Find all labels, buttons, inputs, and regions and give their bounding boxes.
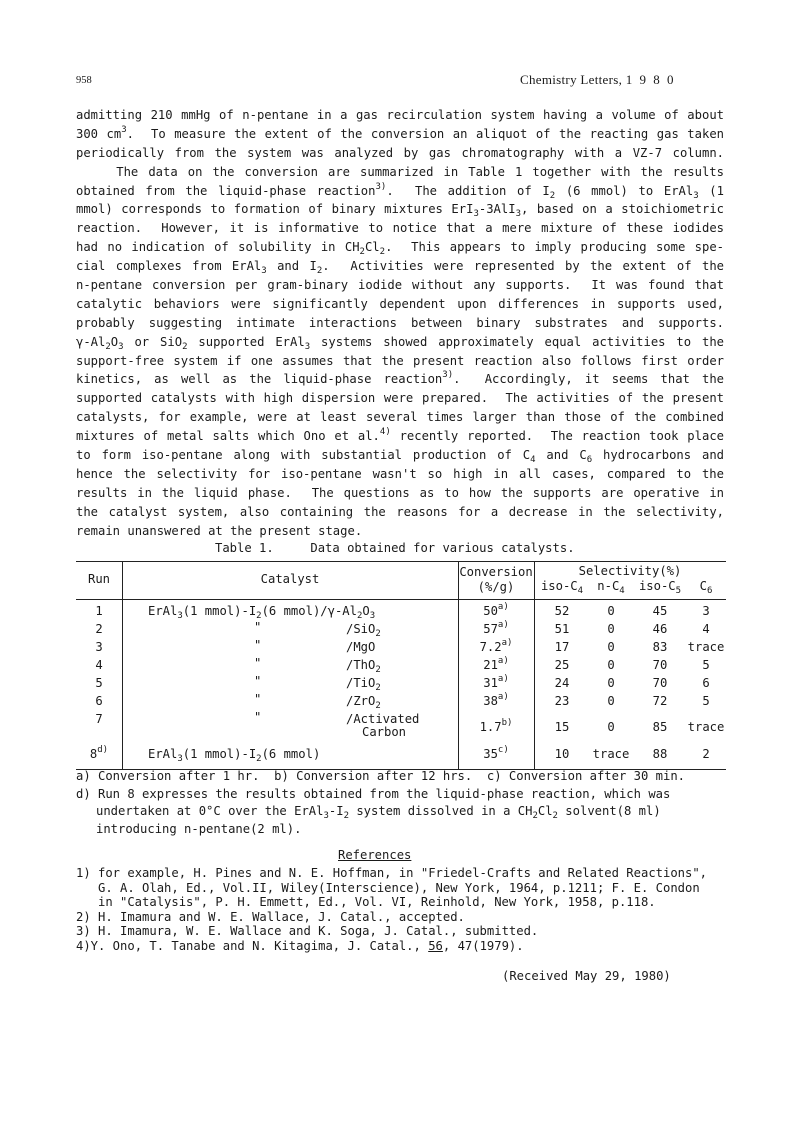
body-line: reaction. However, it is informative to notice that a mere mixture of these iodides (76, 221, 724, 236)
cell-n-c4: trace (592, 747, 630, 761)
table-footnotes (76, 768, 726, 838)
cell-iso-c5: 70 (652, 676, 668, 690)
cell-c6: 6 (702, 676, 710, 690)
cell-iso-c4: 10 (554, 747, 570, 761)
cell-run: 4 (95, 658, 103, 672)
reference-item: 1) for example, H. Pines and N. E. Hoffman, in "Friedel-Crafts and Related Reactions", (76, 866, 708, 880)
reference-item: 4)Y. Ono, T. Tanabe and N. Kitagima, J. Catal., 56, 47(1979). (76, 938, 524, 953)
cell-support: /ZrO$_2$ (346, 694, 381, 711)
header-n-c4: $n-C_4$ (597, 579, 625, 596)
body-line: kinetics, as well as the liquid-phase reaction$^{3)}$. Accordingly, it seems that the (76, 370, 725, 387)
cell-n-c4: 0 (607, 604, 615, 618)
cell-support: /SiO$_2$ (346, 622, 381, 639)
cell-c6: trace (687, 640, 725, 654)
body-line: results in the liquid phase. The questions as to how the supports are operative in (76, 485, 724, 500)
reference-item-cont: G. A. Olah, Ed., Vol.II, Wiley(Interscience), New York, 1964, p.1211; F. E. Condon (98, 880, 700, 895)
body-line: support-free system if one assumes that the present reaction also follows first order (76, 353, 724, 368)
cell-iso-c5: 88 (652, 747, 668, 761)
body-line: had no indication of solubility in $CH_2Cl_2$. This appears to imply producing some spe- (76, 240, 724, 258)
page-number: 958 (76, 75, 92, 86)
body-line: hence the selectivity for iso-pentane wasn't so high in all cases, compared to the (76, 466, 724, 481)
body-line: The data on the conversion are summarized in Table 1 together with the results (76, 164, 724, 179)
cell-catalyst: ErAl$_3$(1 $mmol)-I_2(6$ $mmol)/\gamma-Al_2O_3$ (148, 604, 376, 621)
cell-run: 5 (95, 676, 103, 690)
cell-n-c4: 0 (607, 720, 615, 734)
cell-conversion: 7.2$^{a)}$ (479, 638, 513, 654)
cell-iso-c5: 45 (652, 604, 668, 618)
footnote-abc: a) Conversion after 1 hr. b) Conversion after 12 hrs. c) Conversion after 30 min. (76, 769, 686, 783)
cell-ditto: " (254, 656, 262, 670)
cell-iso-c5: 46 (652, 622, 668, 636)
cell-c6: 2 (702, 747, 710, 761)
cell-n-c4: 0 (607, 640, 615, 654)
cell-run: 3 (95, 640, 103, 654)
header-run: Run (87, 572, 110, 586)
header-selectivity: Selectivity(%) (578, 564, 682, 578)
cell-support: /ThO$_2$ (346, 658, 381, 675)
cell-support: /MgO (346, 640, 376, 654)
cell-c6: trace (687, 720, 725, 734)
body-text (76, 106, 724, 540)
body-line: the catalyst system, also containing the reasons for a decrease in the selectivity, (76, 504, 724, 519)
cell-iso-c5: 72 (652, 694, 668, 708)
footnote-d: d) Run 8 expresses the results obtained from the liquid-phase reaction, which was (76, 786, 671, 801)
table-divider (534, 561, 535, 769)
cell-n-c4: 0 (607, 622, 615, 636)
body-line: n-pentane conversion per gram-binary iodide without any supports. It was found that (76, 278, 724, 293)
header-c6: $C_6$ (699, 579, 713, 596)
cell-n-c4: 0 (607, 658, 615, 672)
body-line: periodically from the system was analyzed by gas chromatography with a VZ-7 column. (76, 145, 724, 160)
cell-iso-c4: 23 (554, 694, 570, 708)
table-rule (76, 599, 726, 600)
cell-n-c4: 0 (607, 676, 615, 690)
body-line: cial complexes from ErAl$_3$ and $I_2$. Activities were represented by the extent of the (76, 259, 724, 277)
cell-c6: 5 (702, 694, 710, 708)
cell-iso-c4: 51 (554, 622, 570, 636)
table-divider (122, 561, 123, 769)
references-list (76, 866, 726, 954)
journal-name: Chemistry Letters, (520, 72, 623, 87)
header-iso-c4: iso-$C_4$ (540, 579, 584, 596)
table-caption: Table 1. Data obtained for various catalysts. (215, 541, 575, 555)
cell-iso-c4: 52 (554, 604, 570, 618)
cell-conversion: 35$^{c)}$ (483, 745, 509, 761)
journal-header (520, 72, 720, 88)
body-line: $\gamma-Al_2O_3$ or SiO$_2$ supported ErAl$_3$ systems showed approximately equal activities to the (76, 334, 725, 352)
body-line: mmol) corresponds to formation of binary mixtures ErI$_3$-3AlI$_3$, based on a stoichiometric (76, 202, 724, 220)
cell-conversion: 31$^{a)}$ (483, 674, 509, 690)
header-conversion-unit: (%/g) (477, 580, 515, 594)
cell-run: 1 (95, 604, 103, 618)
cell-run: 2 (95, 622, 103, 636)
body-line: probably suggesting intimate interactions between binary substrates and supports. (76, 315, 724, 330)
cell-conversion: 38$^{a)}$ (483, 692, 509, 708)
header-iso-c5: iso-$C_5$ (638, 579, 682, 596)
body-line: to form iso-pentane along with substantial production of $C_4$ and $C_6$ hydrocarbons and (76, 448, 724, 466)
reference-item-cont: in "Catalysis", P. H. Emmett, Ed., Vol. VI, Reinhold, New York, 1958, p.118. (98, 895, 656, 910)
references-heading: References (338, 848, 412, 862)
header-catalyst: Catalyst (260, 572, 320, 586)
cell-conversion: 50$^{a)}$ (483, 602, 509, 618)
cell-iso-c4: 15 (554, 720, 570, 734)
cell-iso-c5: 70 (652, 658, 668, 672)
cell-ditto: " (254, 692, 262, 706)
footnote-d-line3: introducing n-pentane(2 ml). (96, 821, 302, 836)
cell-catalyst: ErAl$_3$(1 $mmol)-I_2(6$ mmol) (148, 747, 321, 764)
cell-conversion: 21$^{a)}$ (483, 656, 509, 672)
cell-ditto: " (254, 638, 262, 652)
cell-iso-c5: 85 (652, 720, 668, 734)
cell-run: 7 (95, 712, 103, 726)
body-line: catalytic behaviors were significantly dependent upon differences in supports used, (76, 296, 724, 311)
cell-ditto: " (254, 674, 262, 688)
cell-ditto: " (254, 620, 262, 634)
cell-n-c4: 0 (607, 694, 615, 708)
cell-support: /TiO$_2$ (346, 676, 381, 693)
footnote-d-line2: undertaken at 0°C over the $ErAl_3-I_2$ system dissolved in a $CH_2Cl_2$ solvent(8 ml) (96, 804, 661, 821)
body-line: obtained from the liquid-phase reaction$^{3)}$. The addition of $I_2$ (6 mmol) to ErAl$_3$ (1 (76, 181, 724, 201)
body-line: remain unanswered at the present stage. (76, 523, 363, 538)
cell-run: 6 (95, 694, 103, 708)
cell-iso-c4: 25 (554, 658, 570, 672)
reference-item: 2) H. Imamura and W. E. Wallace, J. Catal., accepted. (76, 909, 465, 924)
reference-item: 3) H. Imamura, W. E. Wallace and K. Soga, J. Catal., submitted. (76, 924, 539, 939)
cell-c6: 3 (702, 604, 710, 618)
body-line: 300 $cm^3$. To measure the extent of the conversion an aliquot of the reacting gas taken (76, 124, 724, 141)
cell-iso-c4: 24 (554, 676, 570, 690)
cell-iso-c4: 17 (554, 640, 570, 654)
body-line: catalysts, for example, were at least several times larger than those of the combined (76, 410, 724, 425)
body-line: supported catalysts with high dispersion were prepared. The activities of the present (76, 391, 724, 406)
cell-run: 8$^{d)}$ (89, 745, 109, 761)
header-conversion: Conversion (459, 565, 533, 579)
cell-ditto: " (254, 710, 262, 724)
cell-conversion: 1.7$^{b)}$ (479, 718, 513, 734)
cell-c6: 5 (702, 658, 710, 672)
cell-support: /Activated (346, 712, 420, 726)
cell-iso-c5: 83 (652, 640, 668, 654)
table-rule (76, 561, 726, 562)
cell-conversion: 57$^{a)}$ (483, 620, 509, 636)
cell-c6: 4 (702, 622, 710, 636)
cell-support-line2: Carbon (362, 725, 407, 739)
body-line: mixtures of metal salts which Ono et al.$^{4)}$ recently reported. The reaction took place (76, 427, 724, 444)
received-date: (Received May 29, 1980) (502, 969, 671, 983)
body-line: admitting 210 mmHg of n-pentane in a gas recirculation system having a volume of about (76, 108, 724, 122)
journal-year: 1 9 8 0 (625, 72, 676, 87)
